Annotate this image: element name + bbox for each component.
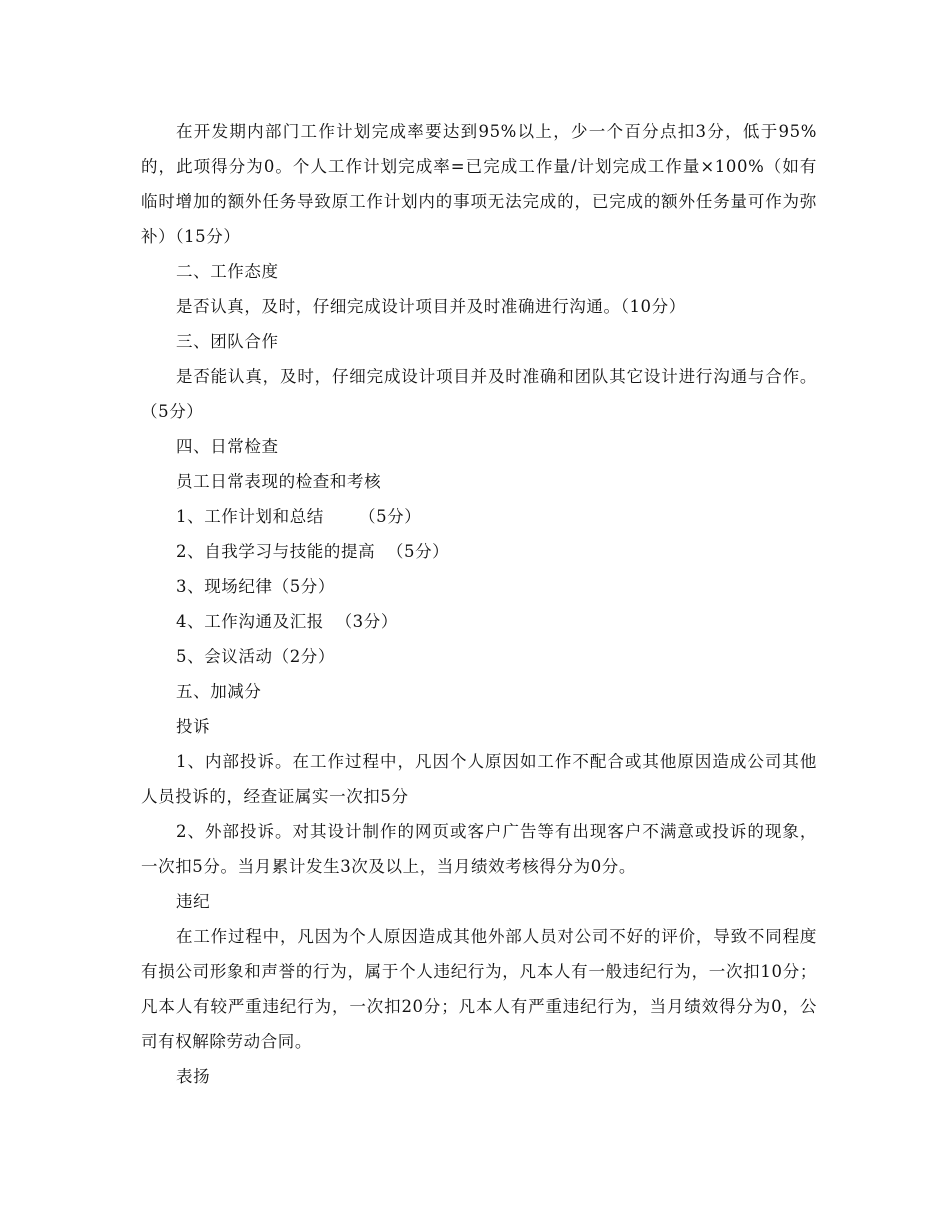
text-daily-check-intro: 员工日常表现的检查和考核 xyxy=(176,472,382,491)
list-item-communication: 4、工作沟通及汇报 （3分） xyxy=(176,612,398,631)
list-item-meetings: 5、会议活动（2分） xyxy=(176,647,335,666)
paragraph-external-complaint: 2、外部投诉。对其设计制作的网页或客户广告等有出现客户不满意或投诉的现象，一次扣5分。当月累计发生3次及以上，当月绩效考核得分为0分。 xyxy=(141,822,817,876)
document-body xyxy=(141,114,817,1094)
subheading-complaints: 投诉 xyxy=(176,717,211,736)
heading-teamwork: 三、团队合作 xyxy=(176,332,279,351)
paragraph-work-attitude: 是否认真，及时，仔细完成设计项目并及时准确进行沟通。（10分） xyxy=(176,297,686,316)
subheading-praise: 表扬 xyxy=(176,1067,211,1086)
paragraph-completion-rate: 在开发期内部门工作计划完成率要达到95%以上，少一个百分点扣3分，低于95%的，此项得分为0。个人工作计划完成率=已完成工作量/计划完成工作量×100%（如有临时增加的额外任务导致原工作计划内的事项无法完成的，已完成的额外任务量可作为弥补）（15分） xyxy=(141,122,817,246)
paragraph-violations: 在工作过程中，凡因为个人原因造成其他外部人员对公司不好的评价，导致不同程度有损公司形象和声誉的行为，属于个人违纪行为，凡本人有一般违纪行为，一次扣10分；凡本人有较严重违纪行为，一次扣20分；凡本人有严重违纪行为，当月绩效得分为0，公司有权解除劳动合同。 xyxy=(141,927,817,1051)
list-item-self-learning: 2、自我学习与技能的提高 （5分） xyxy=(176,542,450,561)
subheading-violations: 违纪 xyxy=(176,892,211,911)
heading-work-attitude: 二、工作态度 xyxy=(176,262,279,281)
paragraph-teamwork: 是否能认真，及时，仔细完成设计项目并及时准确和团队其它设计进行沟通与合作。（5分） xyxy=(141,367,817,421)
list-item-work-plan: 1、工作计划和总结 （5分） xyxy=(176,507,422,526)
list-item-discipline: 3、现场纪律（5分） xyxy=(176,577,335,596)
heading-bonus-deduction: 五、加减分 xyxy=(176,682,262,701)
heading-daily-check: 四、日常检查 xyxy=(176,437,279,456)
paragraph-internal-complaint: 1、内部投诉。在工作过程中，凡因个人原因如工作不配合或其他原因造成公司其他人员投诉的，经查证属实一次扣5分 xyxy=(141,752,817,806)
